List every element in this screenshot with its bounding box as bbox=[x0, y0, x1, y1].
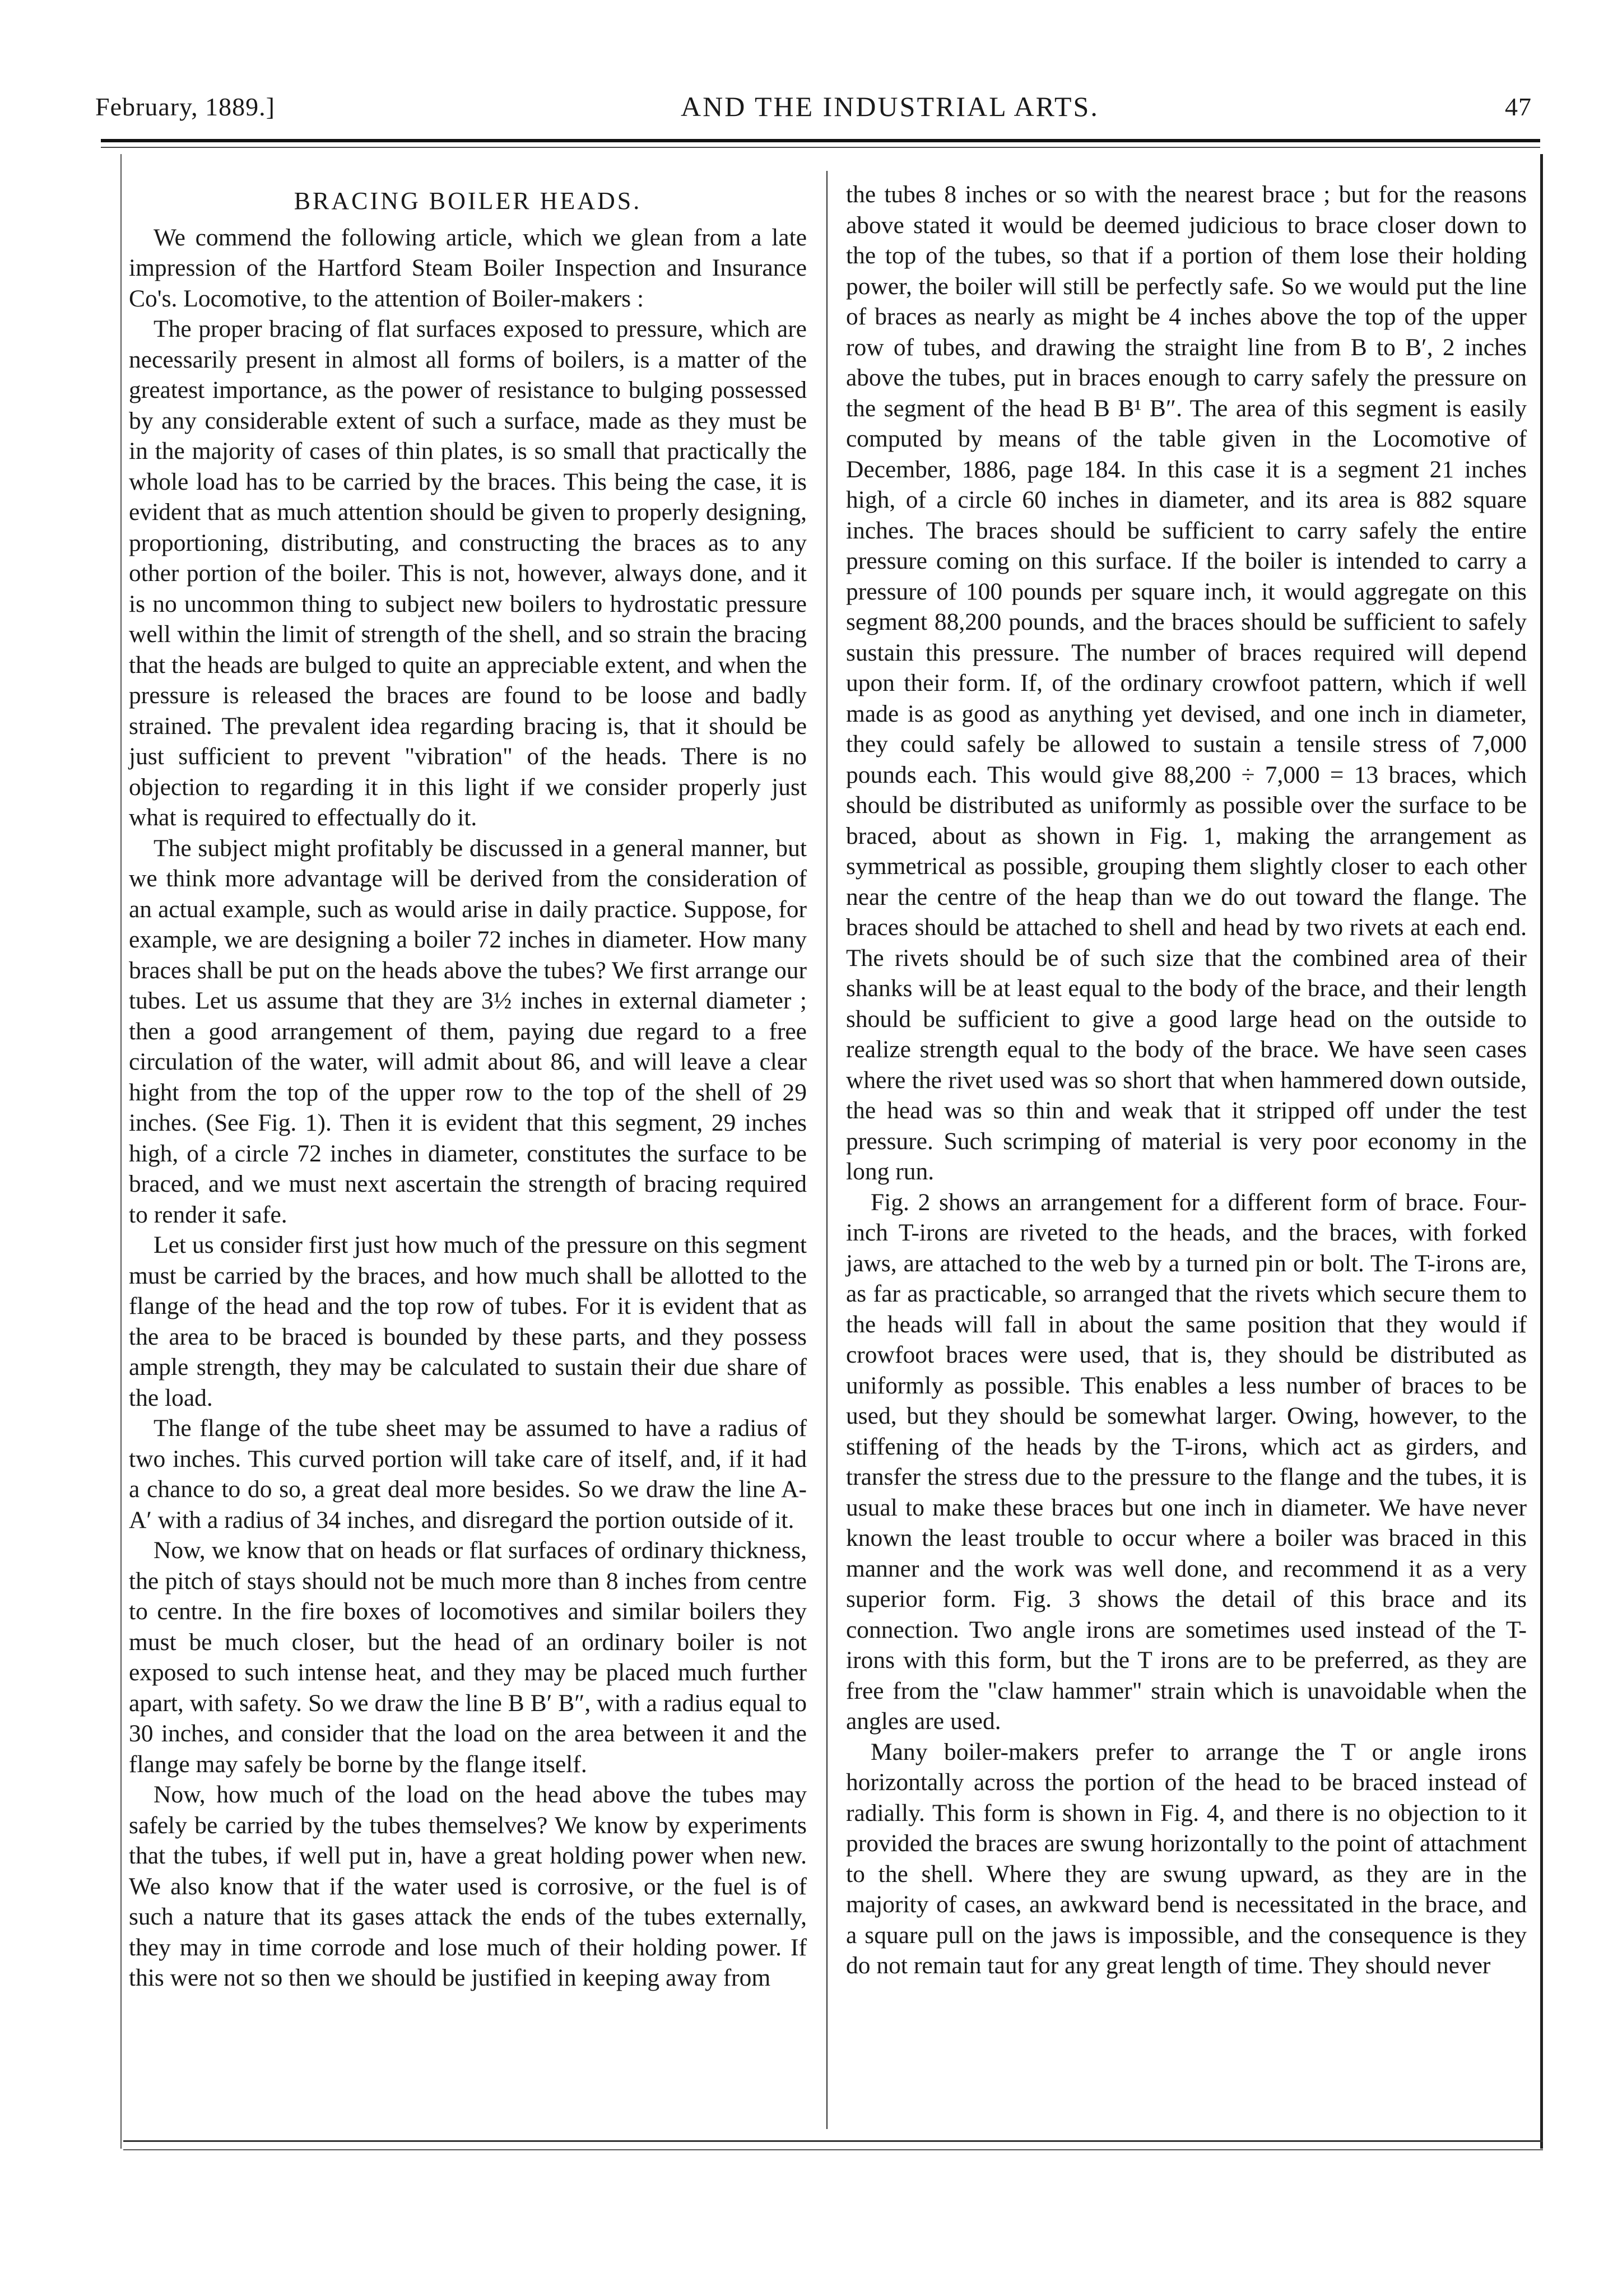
paragraph: Many boiler-makers prefer to arrange the T or angle irons horizontally across the portion of the head to be braced instead of radially. This form is shown in Fig. 4, and there is no objection to it provided the braces are swung horizontally to the point of attachment to the shell. Where they are swung upward, as they are in the majority of cases, an awkward bend is necessitated in the brace, and a square pull on the jaws is impossible, and the consequence is they do not remain taut for any great length of time. They should never bbox=[846, 1738, 1527, 1979]
top-rule-thick bbox=[101, 139, 1540, 142]
top-rule-thin bbox=[101, 147, 1540, 148]
paragraph: The flange of the tube sheet may be assumed to have a radius of two inches. This curved portion will take care of itself, and, if it had a chance to do so, a great deal more besides. So we draw the line A-A′ with a radius of 34 inches, and disregard the portion outside of it. bbox=[129, 1415, 807, 1533]
running-head bbox=[95, 84, 1532, 129]
paragraph: Now, how much of the load on the head above the tubes may safely be carried by the tubes themselves? We know by experiments that the tubes, if well put in, have a great holding power when new. We also know that if the water used is corrosive, or the fuel is of such a nature that its gases attack the ends of the tubes externally, they may in time corrode and lose much of their holding power. If this were not so then we should be justified in keeping away from bbox=[129, 1781, 807, 1991]
bottom-rule-thick bbox=[123, 2140, 1543, 2142]
paragraph: The proper bracing of flat surfaces exposed to pressure, which are necessarily present in almost all forms of boilers, is a matter of the greatest importance, as the power of resistance to bulging possessed by any considerable extent of such a surface, made as they must be in the majority of cases of thin plates, is so small that practically the whole load has to be carried by the braces. This being the case, it is evident that as much attention should be given to properly designing, proportioning, distributing, and constructing the braces as to any other portion of the boiler. This is not, however, always done, and it is no uncommon thing to subject new boilers to hydrostatic pressure well within the limit of strength of the shell, and so strain the bracing that the heads are bulged to quite an appreciable extent, and when the pressure is released the braces are found to be loose and badly strained. The prevalent idea regarding bracing is, that it should be just sufficient to prevent "vibration" of the heads. There is no objection to regarding it in this light if we consider properly just what is required to effectually do it. bbox=[129, 315, 807, 831]
paragraph: Now, we know that on heads or flat surfaces of ordinary thickness, the pitch of stays should not be much more than 8 inches from centre to centre. In the fire boxes of locomotives and similar boilers they must be much closer, but the head of an ordinary boiler is not exposed to such intense heat, and they may be placed much further apart, with safety. So we draw the line B B′ B″, with a radius equal to 30 inches, and consider that the load on the area between it and the flange may safely be borne by the flange itself. bbox=[129, 1537, 807, 1778]
paragraph: Fig. 2 shows an arrangement for a different form of brace. Four-inch T-irons are riveted to the heads, and the braces, with forked jaws, are attached to the web by a turned pin or bolt. The T-irons are, as far as practicable, so arranged that the rivets which secure them to the heads will fall in about the same position that they would if crowfoot braces were used, that is, they should be distributed as uniformly as possible. This enables a less number of braces to be used, but they should be somewhat larger. Owing, however, to the stiffening of the heads by the T-irons, which act as girders, and transfer the stress due to the pressure to the flange and the tubes, it is usual to make these braces but one inch in diameter. We have never known the least trouble to occur where a boiler was braced in this manner and the work was well done, and recommend it as a very superior form. Fig. 3 shows the detail of this brace and its connection. Two angle irons are sometimes used instead of the T-irons with this form, but the T irons are to be preferred, as they are free from the "claw hammer" strain which is unavoidable when the angles are used. bbox=[846, 1188, 1527, 1735]
left-column bbox=[129, 179, 807, 1993]
paragraph: We commend the following article, which we glean from a late impression of the Hartford Steam Boiler Inspection and Insurance Co's. Locomotive, to the attention of Boiler-makers : bbox=[129, 224, 807, 312]
journal-title: AND THE INDUSTRIAL ARTS. bbox=[681, 91, 1099, 122]
page-number: 47 bbox=[1504, 92, 1532, 121]
article-title: BRACING BOILER HEADS. bbox=[294, 187, 642, 215]
issue-date: February, 1889.] bbox=[95, 92, 275, 121]
right-column bbox=[846, 179, 1527, 1981]
paragraph: the tubes 8 inches or so with the nearest brace ; but for the reasons above stated it would be deemed judicious to brace closer down to the top of the tubes, so that if a portion of them lose their holding power, the boiler will still be perfectly safe. So we would put the line of braces as nearly as might be 4 inches above the top of the upper row of tubes, and drawing the straight line from B to B′, 2 inches above the tubes, put in braces enough to carry safely the pressure on the segment of the head B B¹ B″. The area of this segment is easily computed by means of the table given in the Locomotive of December, 1886, page 184. In this case it is a segment 21 inches high, of a circle 60 inches in diameter, and its area is 882 square inches. The braces should be sufficient to carry safely the entire pressure coming on this surface. If the boiler is intended to carry a pressure of 100 pounds per square inch, it would aggregate on this segment 88,200 pounds, and the braces should be sufficient to safely sustain this pressure. The number of braces required will depend upon their form. If, of the ordinary crowfoot pattern, which if well made is as good as anything yet devised, and one inch in diameter, they could safely be allowed to sustain a tensile stress of 7,000 pounds each. This would give 88,200 ÷ 7,000 = 13 braces, which should be distributed as uniformly as possible over the surface to be braced, about as shown in Fig. 1, making the arrangement as symmetrical as possible, grouping them slightly closer to each other near the centre of the heap than we do out toward the flange. The braces should be attached to shell and head by two rivets at each end. The rivets should be of such size that the combined area of their shanks will be at least equal to the body of the brace, and their length should be sufficient to give a good large head on the outside to realize strength equal to the body of the brace. We have seen cases where the rivet used was so short that when hammered down outside, the head was so thin and weak that it stripped off under the test pressure. Such scrimping of material is very poor economy in the long run. bbox=[846, 181, 1527, 1185]
column-divider bbox=[826, 171, 828, 2129]
bottom-rule-thin bbox=[123, 2149, 1543, 2150]
page-frame-left bbox=[120, 154, 122, 2149]
paragraph: The subject might profitably be discussed in a general manner, but we think more advantage will be derived from the consideration of an actual example, such as would arise in daily practice. Suppose, for example, we are designing a boiler 72 inches in diameter. How many braces shall be put on the heads above the tubes? We first arrange our tubes. Let us assume that they are 3½ inches in external diameter ; then a good arrangement of them, paying due regard to a free circulation of the water, will admit about 86, and will leave a clear hight from the top of the upper row to the top of the shell of 29 inches. (See Fig. 1). Then it is evident that this segment, 29 inches high, of a circle 72 inches in diameter, constitutes the surface to be braced, and we must next ascertain the strength of bracing required to render it safe. bbox=[129, 834, 807, 1228]
paragraph: Let us consider first just how much of the pressure on this segment must be carried by the braces, and how much shall be allotted to the flange of the head and the top row of tubes. For it is evident that as the area to be braced is bounded by these parts, and they possess ample strength, they may be calculated to sustain their due share of the load. bbox=[129, 1231, 807, 1411]
